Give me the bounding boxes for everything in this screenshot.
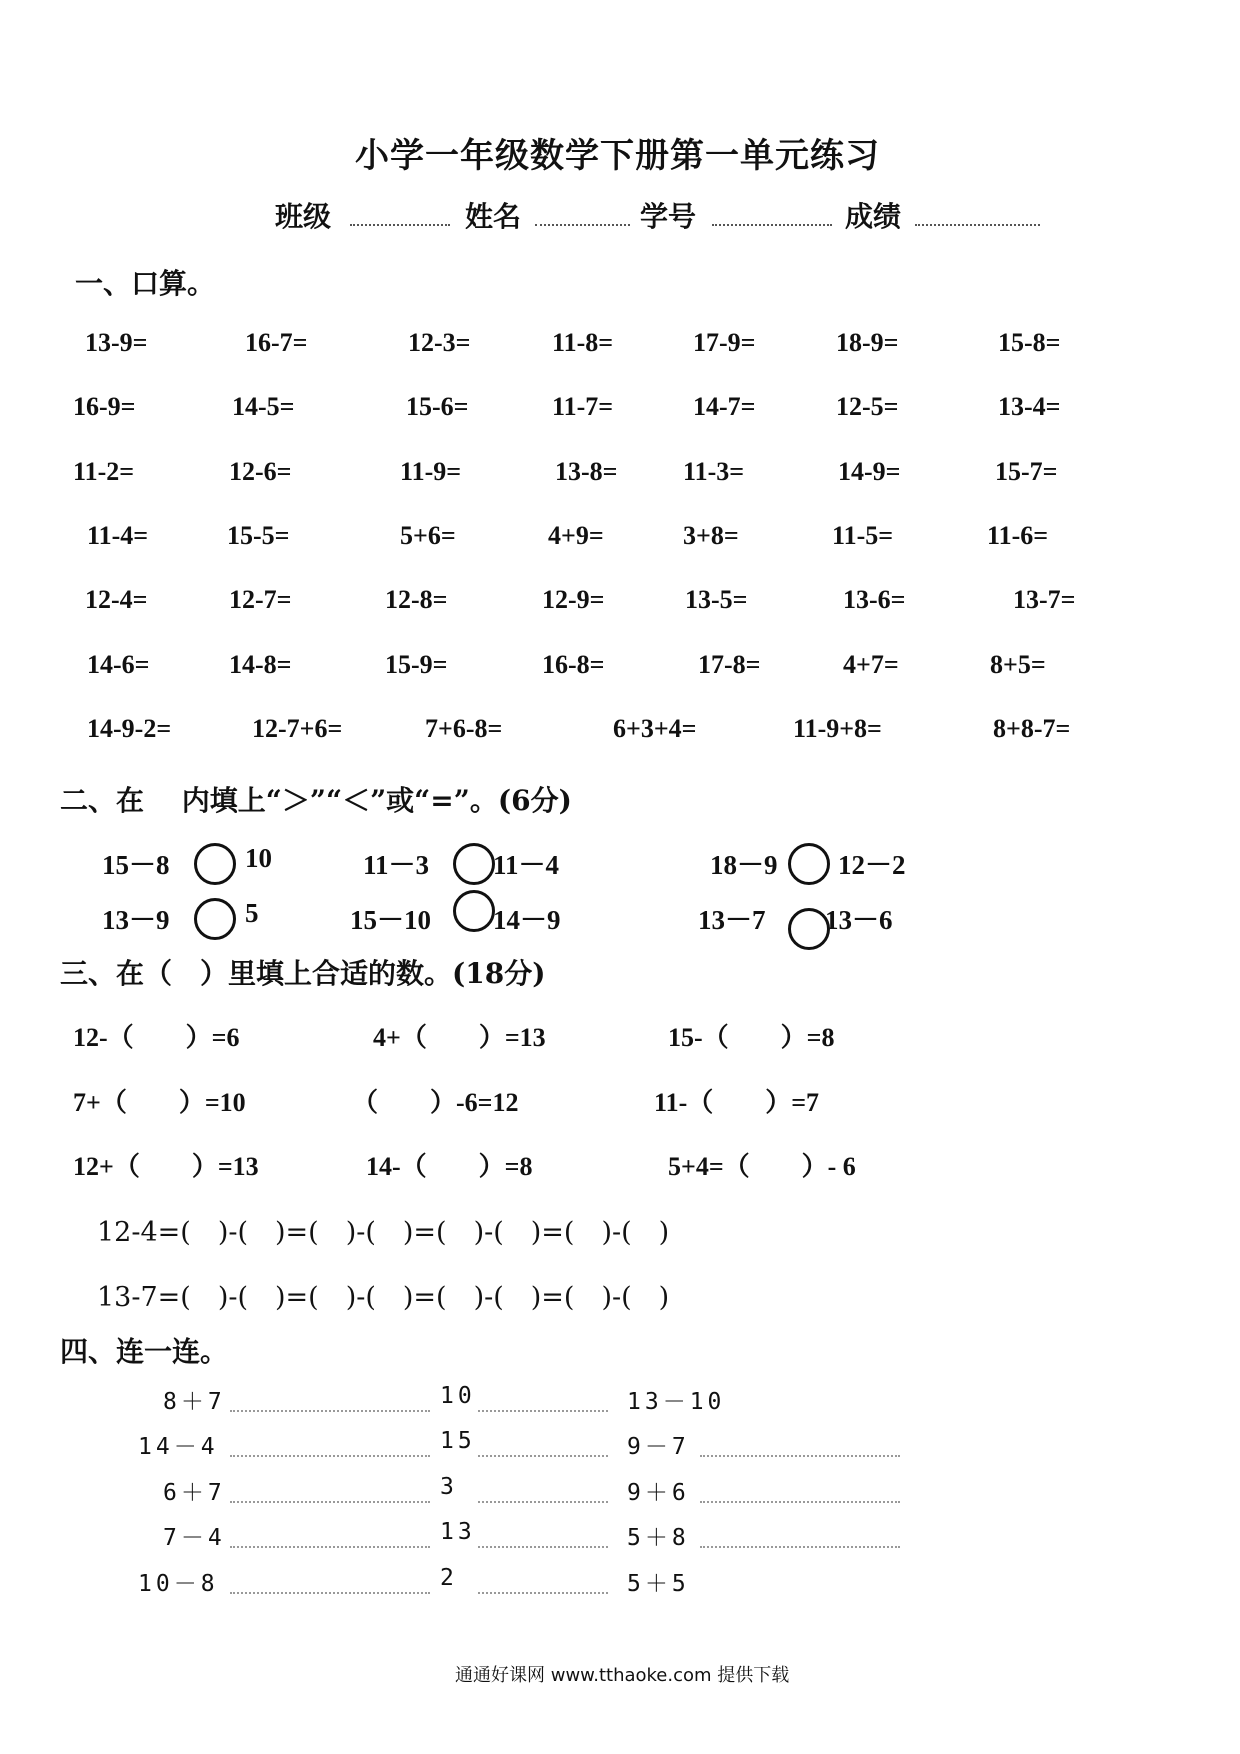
compare-circle[interactable] bbox=[194, 898, 236, 940]
oral-question: 12-4= bbox=[85, 585, 148, 614]
match-right-item[interactable]: 9＋6 bbox=[627, 1480, 690, 1506]
compare-left: 13－7 bbox=[698, 905, 766, 935]
compare-circle[interactable] bbox=[453, 843, 495, 885]
oral-question: 12-5= bbox=[836, 392, 899, 421]
match-middle-item[interactable]: 3 bbox=[440, 1474, 458, 1500]
match-right-item[interactable]: 5＋8 bbox=[627, 1525, 690, 1551]
section-2-heading: 二、在 内填上“＞”“＜”或“=”。(6分) bbox=[60, 784, 572, 817]
match-left-item[interactable]: 6＋7 bbox=[163, 1480, 226, 1506]
oral-question: 11-7= bbox=[552, 392, 614, 421]
oral-question: 18-9= bbox=[836, 328, 899, 357]
dotted-guide bbox=[700, 1499, 900, 1503]
fill-blank-question: 15-（ ）=8 bbox=[668, 1023, 835, 1052]
oral-question: 13-5= bbox=[685, 585, 748, 614]
compare-circle[interactable] bbox=[194, 843, 236, 885]
oral-question: 15-6= bbox=[406, 392, 469, 421]
compare-left: 13－9 bbox=[102, 905, 170, 935]
compare-right: 12－2 bbox=[838, 850, 906, 880]
oral-question: 14-9-2= bbox=[87, 714, 172, 743]
fill-blank-question: 14-（ ）=8 bbox=[366, 1152, 533, 1181]
oral-question: 5+6= bbox=[400, 521, 456, 550]
compare-right: 5 bbox=[245, 898, 259, 928]
oral-question: 7+6-8= bbox=[425, 714, 503, 743]
match-right-item[interactable]: 5＋5 bbox=[627, 1571, 690, 1597]
dotted-guide bbox=[700, 1453, 900, 1457]
oral-question: 11-6= bbox=[987, 521, 1049, 550]
section-3-heading: 三、在（ ）里填上合适的数。(18分) bbox=[60, 957, 546, 990]
oral-question: 16-9= bbox=[73, 392, 136, 421]
oral-question: 11-5= bbox=[832, 521, 894, 550]
compare-circle[interactable] bbox=[788, 908, 830, 950]
page-title: 小学一年级数学下册第一单元练习 bbox=[355, 136, 880, 176]
match-left-item[interactable]: 14－4 bbox=[138, 1434, 219, 1460]
match-right-item[interactable]: 13－10 bbox=[627, 1389, 726, 1415]
match-middle-item[interactable]: 2 bbox=[440, 1565, 458, 1591]
student-id-blank[interactable] bbox=[712, 206, 832, 226]
oral-question: 12-7= bbox=[229, 585, 292, 614]
dotted-guide bbox=[230, 1544, 430, 1548]
match-middle-item[interactable]: 13 bbox=[440, 1519, 476, 1545]
oral-question: 13-4= bbox=[998, 392, 1061, 421]
oral-question: 16-8= bbox=[542, 650, 605, 679]
oral-question: 15-8= bbox=[998, 328, 1061, 357]
name-blank[interactable] bbox=[535, 206, 630, 226]
decomposition-chain: 13-7=( )-( )=( )-( )=( )-( )=( )-( ) bbox=[97, 1282, 670, 1313]
name-label: 姓名 bbox=[465, 200, 522, 233]
match-left-item[interactable]: 8＋7 bbox=[163, 1389, 226, 1415]
oral-question: 14-8= bbox=[229, 650, 292, 679]
oral-question: 8+8-7= bbox=[993, 714, 1071, 743]
oral-question: 4+7= bbox=[843, 650, 899, 679]
fill-blank-question: （ ）-6=12 bbox=[352, 1088, 519, 1117]
decomposition-chain: 12-4=( )-( )=( )-( )=( )-( )=( )-( ) bbox=[97, 1217, 670, 1248]
compare-right: 10 bbox=[245, 843, 272, 873]
oral-question: 15-9= bbox=[385, 650, 448, 679]
oral-question: 13-9= bbox=[85, 328, 148, 357]
oral-question: 12-7+6= bbox=[252, 714, 343, 743]
oral-question: 6+3+4= bbox=[613, 714, 697, 743]
oral-question: 11-4= bbox=[87, 521, 149, 550]
dotted-guide bbox=[230, 1408, 430, 1412]
score-label: 成绩 bbox=[845, 200, 902, 233]
oral-question: 11-9+8= bbox=[793, 714, 882, 743]
score-blank[interactable] bbox=[915, 206, 1040, 226]
class-blank[interactable] bbox=[350, 206, 450, 226]
student-id-label: 学号 bbox=[640, 200, 697, 233]
oral-question: 13-7= bbox=[1013, 585, 1076, 614]
oral-question: 4+9= bbox=[548, 521, 604, 550]
compare-left: 11－3 bbox=[363, 850, 430, 880]
dotted-guide bbox=[478, 1590, 608, 1594]
oral-question: 8+5= bbox=[990, 650, 1046, 679]
compare-right: 11－4 bbox=[493, 850, 560, 880]
oral-question: 12-9= bbox=[542, 585, 605, 614]
oral-question: 16-7= bbox=[245, 328, 308, 357]
compare-right: 13－6 bbox=[825, 905, 893, 935]
oral-question: 15-5= bbox=[227, 521, 290, 550]
oral-question: 12-6= bbox=[229, 457, 292, 486]
match-middle-item[interactable]: 15 bbox=[440, 1428, 476, 1454]
oral-question: 12-3= bbox=[408, 328, 471, 357]
match-right-item[interactable]: 9－7 bbox=[627, 1434, 690, 1460]
dotted-guide bbox=[478, 1453, 608, 1457]
compare-circle[interactable] bbox=[788, 843, 830, 885]
section-4-heading: 四、连一连。 bbox=[60, 1335, 229, 1368]
footer-text: 通通好课网 www.tthaoke.com 提供下载 bbox=[455, 1665, 790, 1686]
oral-question: 17-8= bbox=[698, 650, 761, 679]
match-left-item[interactable]: 7－4 bbox=[163, 1525, 226, 1551]
oral-question: 11-8= bbox=[552, 328, 614, 357]
dotted-guide bbox=[478, 1544, 608, 1548]
fill-blank-question: 4+（ ）=13 bbox=[373, 1023, 546, 1052]
fill-blank-question: 12-（ ）=6 bbox=[73, 1023, 240, 1052]
oral-question: 3+8= bbox=[683, 521, 739, 550]
oral-question: 15-7= bbox=[995, 457, 1058, 486]
match-middle-item[interactable]: 10 bbox=[440, 1383, 476, 1409]
dotted-guide bbox=[230, 1499, 430, 1503]
dotted-guide bbox=[230, 1590, 430, 1594]
section-1-heading: 一、口算。 bbox=[75, 267, 216, 300]
oral-question: 13-6= bbox=[843, 585, 906, 614]
oral-question: 13-8= bbox=[555, 457, 618, 486]
oral-question: 12-8= bbox=[385, 585, 448, 614]
fill-blank-question: 12+（ ）=13 bbox=[73, 1152, 259, 1181]
match-left-item[interactable]: 10－8 bbox=[138, 1571, 219, 1597]
oral-question: 14-7= bbox=[693, 392, 756, 421]
dotted-guide bbox=[700, 1544, 900, 1548]
fill-blank-question: 11-（ ）=7 bbox=[654, 1088, 820, 1117]
oral-question: 17-9= bbox=[693, 328, 756, 357]
compare-left: 15－8 bbox=[102, 850, 170, 880]
compare-circle[interactable] bbox=[453, 890, 495, 932]
dotted-guide bbox=[478, 1499, 608, 1503]
oral-question: 11-9= bbox=[400, 457, 462, 486]
fill-blank-question: 7+（ ）=10 bbox=[73, 1088, 246, 1117]
oral-question: 11-2= bbox=[73, 457, 135, 486]
dotted-guide bbox=[230, 1453, 430, 1457]
compare-left: 15－10 bbox=[350, 905, 431, 935]
compare-left: 18－9 bbox=[710, 850, 778, 880]
oral-question: 14-6= bbox=[87, 650, 150, 679]
dotted-guide bbox=[478, 1408, 608, 1412]
oral-question: 14-5= bbox=[232, 392, 295, 421]
fill-blank-question: 5+4=（ ）- 6 bbox=[668, 1152, 856, 1181]
compare-right: 14－9 bbox=[493, 905, 561, 935]
class-label: 班级 bbox=[275, 200, 332, 233]
oral-question: 14-9= bbox=[838, 457, 901, 486]
oral-question: 11-3= bbox=[683, 457, 745, 486]
